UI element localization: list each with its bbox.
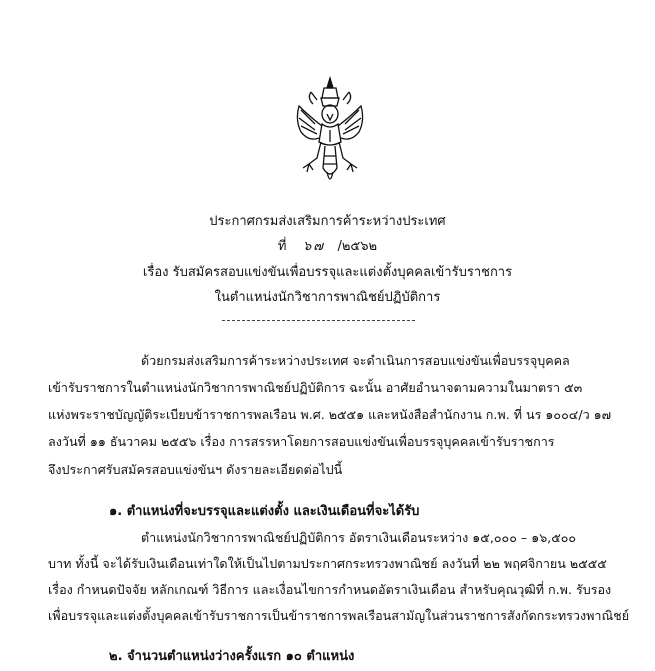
section-1-line-4: เพื่อบรรจุและแต่งตั้งบุคคลเข้ารับราชการเป็นข้าราชการพลเรือนสามัญในส่วนราชการสังกัดกระทรวงพาณิชย์ (48, 608, 630, 623)
number-handwritten: ๖๗ (303, 239, 326, 254)
section-1-line-1: ตำแหน่งนักวิชาการพาณิชย์ปฏิบัติการ อัตราเงินเดือนระหว่าง ๑๕,๐๐๐ – ๑๖,๕๐๐ (141, 530, 577, 545)
separator-line (222, 320, 415, 321)
intro-line-3: แห่งพระราชบัญญัติระเบียบข้าราชการพลเรือน พ.ศ. ๒๕๕๑ และหนังสือสำนักงาน ก.พ. ที่ นร ๑๐๐๔/ว ๑๗ (48, 407, 612, 422)
intro-line-2: เข้ารับราชการในตำแหน่งนักวิชาการพาณิชย์ปฏิบัติการ ฉะนั้น อาศัยอำนาจตามความในมาตรา ๕๓ (48, 380, 583, 395)
subject-line-2: ในตำแหน่งนักวิชาการพาณิชย์ปฏิบัติการ (214, 290, 441, 305)
number-suffix: /๒๕๖๒ (337, 239, 378, 254)
intro-line-1: ด้วยกรมส่งเสริมการค้าระหว่างประเทศ จะดำเนินการสอบแข่งขันเพื่อบรรจุบุคคล (141, 353, 570, 368)
subject-line-1: เรื่อง รับสมัครสอบแข่งขันเพื่อบรรจุและแต่งตั้งบุคคลเข้ารับราชการ (142, 265, 513, 280)
document-number (0, 235, 655, 256)
section-1-heading: ๑. ตำแหน่งที่จะบรรจุและแต่งตั้ง และเงินเดือนที่จะได้รับ (109, 504, 420, 519)
announcement-title: ประกาศกรมส่งเสริมการค้าระหว่างประเทศ (209, 214, 446, 229)
section-1-line-3: เรื่อง กำหนดปัจจัย หลักเกณฑ์ วิธีการ และเงื่อนไขการกำหนดอัตราเงินเดือน สำหรับคุณวุฒิที่ ก.พ. รับรอง (48, 582, 612, 597)
intro-line-5: จึงประกาศรับสมัครสอบแข่งขันฯ ดังรายละเอียดต่อไปนี้ (48, 462, 343, 477)
intro-line-4: ลงวันที่ ๑๑ ธันวาคม ๒๕๕๖ เรื่อง การสรรหาโดยการสอบแข่งขันเพื่อบรรจุบุคคลเข้ารับราชการ (48, 434, 555, 449)
number-prefix: ที่ (277, 239, 287, 254)
section-2-heading: ๒. จำนวนตำแหน่งว่างครั้งแรก ๑๐ ตำแหน่ง (109, 649, 355, 664)
garuda-emblem-icon (291, 76, 369, 188)
section-1-line-2: บาท ทั้งนี้ จะได้รับเงินเดือนเท่าใดให้เป็นไปตามประกาศกระทรวงพาณิชย์ ลงวันที่ ๒๒ พฤศจิกายน ๒๕๕๕ (48, 556, 607, 571)
